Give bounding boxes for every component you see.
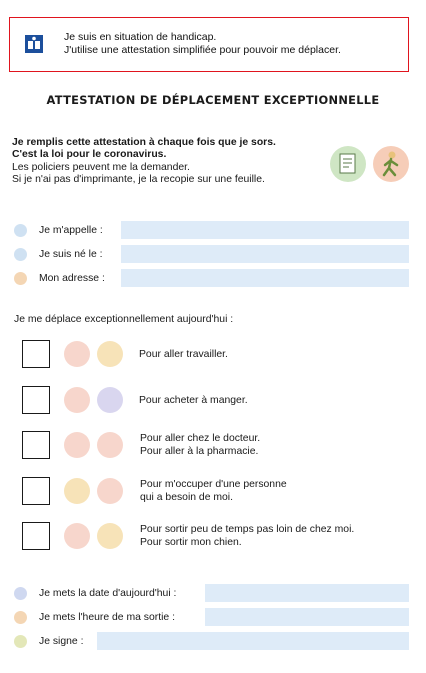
clock-icon <box>14 611 27 624</box>
time-label: Je mets l'heure de ma sortie : <box>39 611 175 623</box>
shopping-basket-icon <box>97 387 123 413</box>
reason-work-line1: Pour aller travailler. <box>139 349 228 360</box>
birth-row <box>14 245 103 263</box>
birth-field[interactable] <box>121 245 409 263</box>
reason-care-line1: Pour m'occuper d'une personne <box>140 479 287 490</box>
reason-care-text <box>140 479 287 504</box>
checkbox-walk[interactable] <box>22 522 50 550</box>
house-icon <box>14 272 27 285</box>
checkbox-care[interactable] <box>22 477 50 505</box>
name-row <box>14 221 103 239</box>
checkbox-work[interactable] <box>22 340 50 368</box>
family-icon <box>64 478 90 504</box>
reason-food-text <box>139 395 248 408</box>
elderly-person-icon <box>97 478 123 504</box>
reasons-heading: Je me déplace exceptionnellement aujourd'hui : <box>14 314 234 325</box>
reason-doctor-line2: Pour aller à la pharmacie. <box>140 445 259 457</box>
notice-line-2: J'utilise une attestation simplifiée pour pouvoir me déplacer. <box>64 44 341 56</box>
address-label: Mon adresse : <box>39 272 105 284</box>
reason-walk-text <box>140 524 354 549</box>
reason-care-line2: qui a besoin de moi. <box>140 491 233 503</box>
medical-house-icon <box>64 432 90 458</box>
time-field[interactable] <box>205 608 409 626</box>
reason-doctor-line1: Pour aller chez le docteur. <box>140 433 261 444</box>
name-label: Je m'appelle : <box>39 224 103 236</box>
notice-line-1: Je suis en situation de handicap. <box>64 31 217 43</box>
intro-line-4: Si je n'ai pas d'imprimante, je la recopie sur une feuille. <box>12 174 265 186</box>
checkbox-doctor[interactable] <box>22 431 50 459</box>
date-row <box>14 584 176 602</box>
reason-walk-line2: Pour sortir mon chien. <box>140 536 242 548</box>
reason-walk-line1: Pour sortir peu de temps pas loin de chez moi. <box>140 524 355 535</box>
birth-label: Je suis né le : <box>39 248 103 260</box>
signature-field[interactable] <box>97 632 409 650</box>
nurse-icon <box>64 341 90 367</box>
checkbox-food[interactable] <box>22 386 50 414</box>
reason-work-text <box>139 349 228 362</box>
address-row <box>14 269 105 287</box>
birthday-cake-icon <box>14 248 27 261</box>
notice-text <box>64 31 341 57</box>
accessibility-icon <box>25 35 43 53</box>
time-row <box>14 608 175 626</box>
reason-food-line1: Pour acheter à manger. <box>139 395 248 406</box>
document-icon <box>330 146 366 187</box>
pen-icon <box>14 635 27 648</box>
name-field[interactable] <box>121 221 409 239</box>
walking-person-icon <box>373 146 409 187</box>
intro-line-3: Les policiers peuvent me la demander. <box>12 161 190 173</box>
intro-bold-1: Je remplis cette attestation à chaque fois que je sors. <box>12 137 276 148</box>
address-field[interactable] <box>121 269 409 287</box>
dog-icon <box>97 523 123 549</box>
id-card-icon <box>14 224 27 237</box>
date-field[interactable] <box>205 584 409 602</box>
reason-doctor-text <box>140 433 260 458</box>
sign-row <box>14 632 83 650</box>
avocado-icon <box>64 387 90 413</box>
intro-bold-2: C'est la loi pour le coronavirus. <box>12 149 167 161</box>
sign-label: Je signe : <box>39 635 84 647</box>
date-label: Je mets la date d'aujourd'hui : <box>39 587 177 599</box>
intro-text <box>12 137 276 187</box>
walking-icon <box>64 523 90 549</box>
worker-icon <box>97 341 123 367</box>
calendar-icon <box>14 587 27 600</box>
page-title: ATTESTATION DE DÉPLACEMENT EXCEPTIONNELLE <box>46 93 380 107</box>
stethoscope-icon <box>97 432 123 458</box>
